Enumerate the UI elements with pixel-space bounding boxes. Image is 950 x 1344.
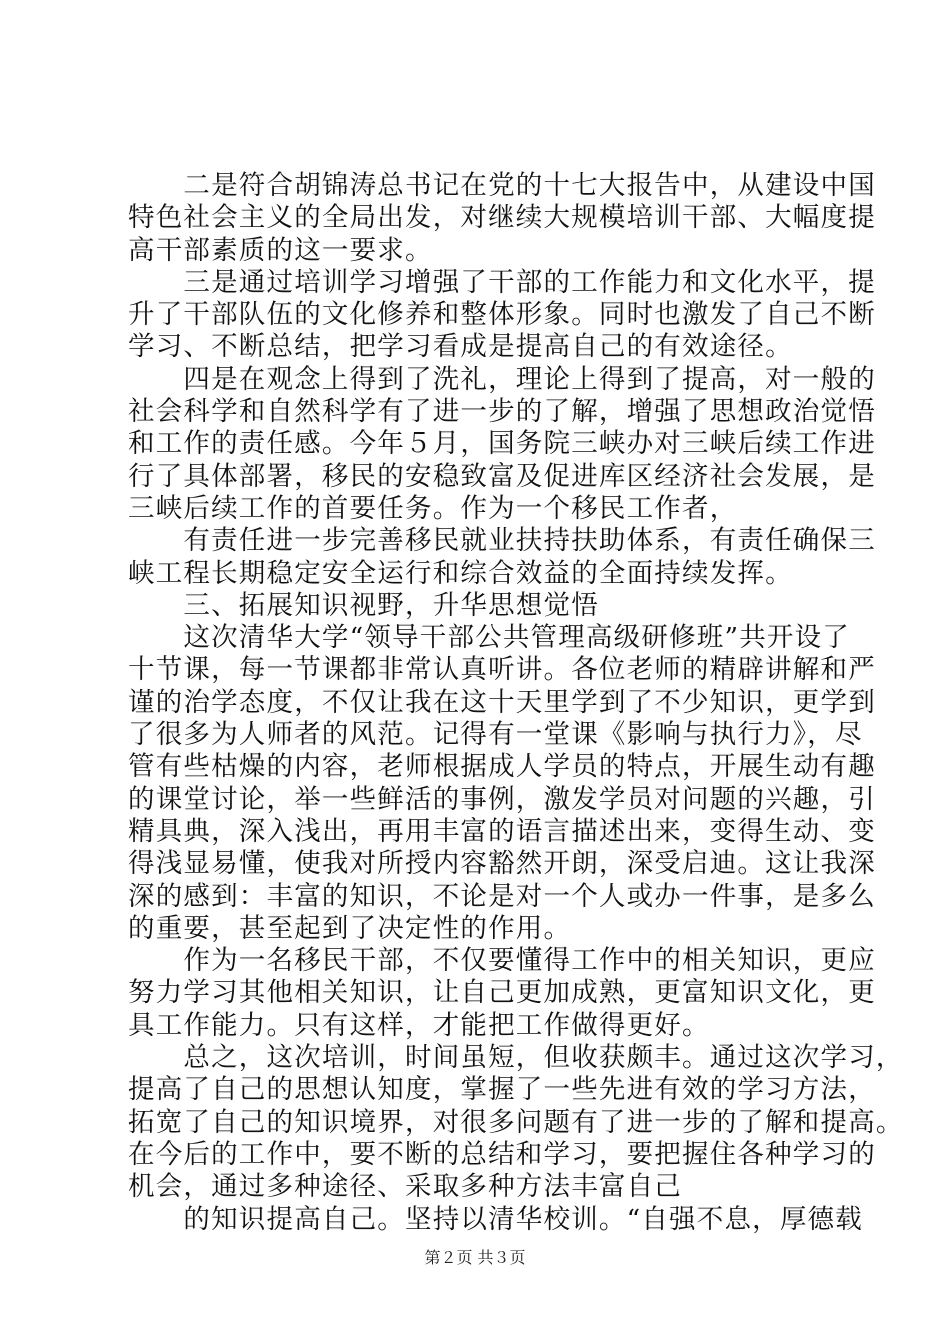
- text-line: 和工作的责任感。今年５月，国务院三峡办对三峡后续工作进: [128, 428, 876, 460]
- text-line: 四是在观念上得到了洗礼，理论上得到了提高，对一般的: [128, 363, 876, 395]
- text-line: 提高了自己的思想认知度，掌握了一些先进有效的学习方法，: [128, 1074, 876, 1106]
- text-line: 努力学习其他相关知识，让自己更加成熟，更富知识文化，更: [128, 977, 876, 1009]
- text-line: 得浅显易懂，使我对所授内容豁然开朗，深受启迪。这让我深: [128, 848, 876, 880]
- text-line: 高干部素质的这一要求。: [128, 234, 433, 266]
- text-line: 这次清华大学“领导干部公共管理高级研修班”共开设了: [128, 622, 850, 654]
- text-line: 峡工程长期稳定安全运行和综合效益的全面持续发挥。: [128, 557, 793, 589]
- text-line: 谨的治学态度，不仅让我在这十天里学到了不少知识，更学到: [128, 686, 876, 718]
- page-footer: [0, 1245, 950, 1268]
- text-line: 总之，这次培训，时间虽短，但收获颇丰。通过这次学习，: [128, 1042, 904, 1074]
- text-line: 拓宽了自己的知识境界，对很多问题有了进一步的了解和提高。: [128, 1106, 904, 1138]
- text-line: 具工作能力。只有这样，才能把工作做得更好。: [128, 1009, 710, 1041]
- text-line: 特色社会主义的全局出发，对继续大规模培训干部、大幅度提: [128, 202, 876, 234]
- text-line: 的重要，甚至起到了决定性的作用。: [128, 912, 572, 944]
- text-line: 行了具体部署，移民的安稳致富及促进库区经济社会发展，是: [128, 460, 876, 492]
- text-line: 三峡后续工作的首要任务。作为一个移民工作者，: [128, 492, 738, 524]
- text-line: 的课堂讨论，举一些鲜活的事例，激发学员对问题的兴趣，引: [128, 783, 876, 815]
- text-line: 三是通过培训学习增强了干部的工作能力和文化水平，提: [128, 266, 876, 298]
- text-line: 升了干部队伍的文化修养和整体形象。同时也激发了自己不断: [128, 299, 876, 331]
- text-line: 十节课，每一节课都非常认真听讲。各位老师的精辟讲解和严: [128, 654, 876, 686]
- text-line: 管有些枯燥的内容，老师根据成人学员的特点，开展生动有趣: [128, 751, 876, 783]
- text-line: 精具典，深入浅出，再用丰富的语言描述出来，变得生动、变: [128, 815, 876, 847]
- text-line: 机会，通过多种途径、采取多种方法丰富自己: [128, 1171, 682, 1203]
- text-line: 的知识提高自己。坚持以清华校训。“自强不息，厚德载: [128, 1203, 863, 1235]
- text-line: 作为一名移民干部，不仅要懂得工作中的相关知识，更应: [128, 945, 876, 977]
- page-number-label: 第２页 共３页: [424, 1248, 526, 1267]
- text-line: 二是符合胡锦涛总书记在党的十七大报告中，从建设中国: [128, 170, 876, 201]
- text-line: 深的感到：丰富的知识，不论是对一个人或办一件事，是多么: [128, 880, 876, 912]
- text-line: 了很多为人师者的风范。记得有一堂课《影响与执行力》，尽: [128, 719, 863, 751]
- text-line: 在今后的工作中，要不断的总结和学习，要把握住各种学习的: [128, 1138, 876, 1170]
- document-body: [128, 170, 904, 1236]
- text-line: 学习、不断总结，把学习看成是提高自己的有效途径。: [128, 331, 793, 363]
- text-line: 社会科学和自然科学有了进一步的了解，增强了思想政治觉悟: [128, 396, 876, 428]
- section-heading: 三、拓展知识视野，升华思想觉悟: [128, 589, 599, 621]
- text-line: 有责任进一步完善移民就业扶持扶助体系，有责任确保三: [128, 525, 876, 557]
